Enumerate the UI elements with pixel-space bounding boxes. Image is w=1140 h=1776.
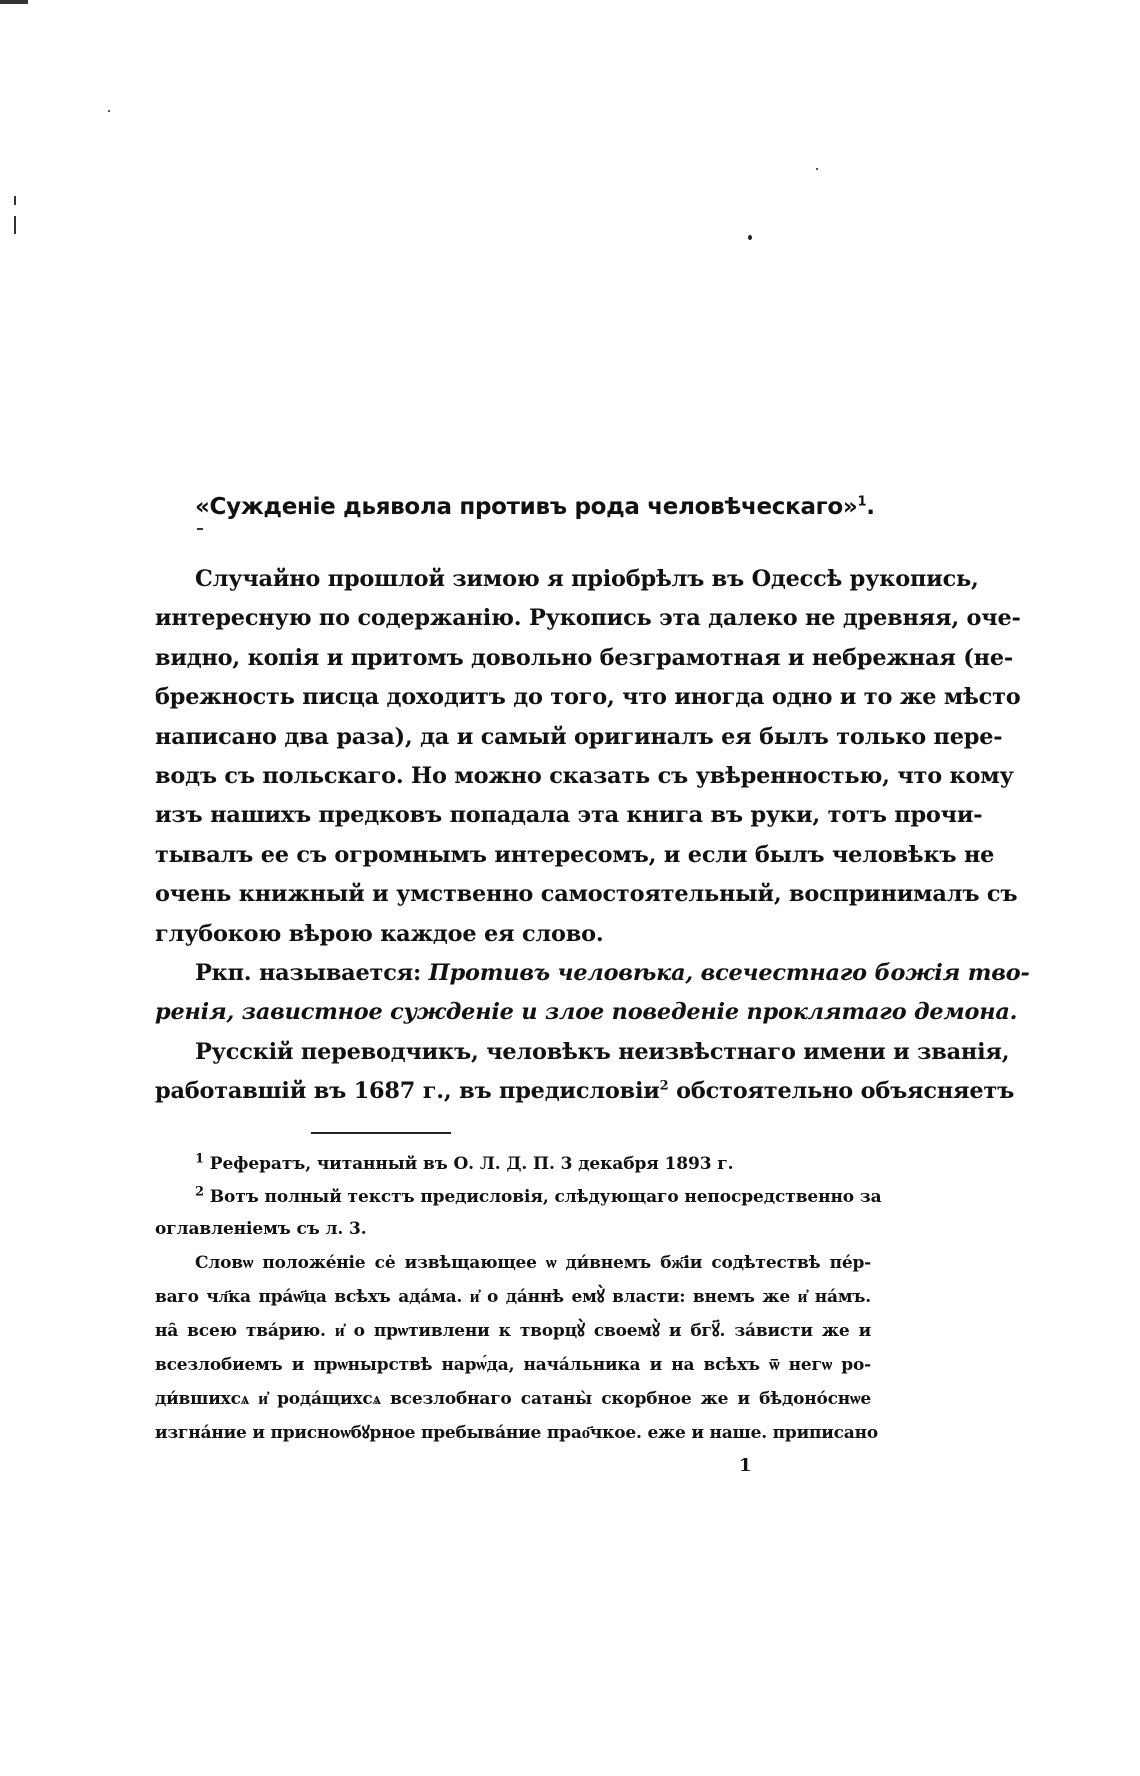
text-line: видно, копія и притомъ довольно безграмотная и небрежная (не- [155,644,1013,671]
text-line [155,993,1018,1032]
slavonic-quote [155,1246,879,1450]
slavonic-line: ваго чл҃ка пра́ѡ҃ца всѣхъ ада́ма. и҆ о да́ннѣ емꙋ̀ власти: внемъ же и҆ на́мъ. [155,1287,871,1307]
footnotes [155,1148,882,1246]
text-line: написано два раза), да и самый оригиналъ ея былъ только пере- [155,723,1003,750]
slavonic-line: изгна́ние и присноѡбꙋрное пребыва́ние прао҃чкое. еже и наше. приписано [155,1423,879,1443]
page-number: 1 [739,1455,752,1476]
body-paragraph-2 [155,954,1030,1033]
text-line: глубокою вѣрою каждое ея слово. [155,920,604,947]
text-line: брежность писца доходитъ до того, что иногда одно и то же мѣсто [155,684,1021,711]
footnote-1 [155,1148,871,1181]
text-line: водъ съ польскаго. Но можно сказать съ увѣренностью, что кому [155,763,1014,790]
scan-speck [108,110,110,112]
footnote-text: Вотъ полный текстъ предисловія, слѣдующаго непосредственно за [209,1186,882,1207]
text-plain: обстоятельно объясняетъ [668,1078,1015,1105]
footnote-2 [155,1181,882,1214]
text-line: Русскій переводчикъ, человѣкъ неизвѣстнаго имени и званія, [195,1039,1010,1065]
scan-speck [816,168,818,170]
text-plain: работавшій въ 1687 г., въ предисловіи [155,1078,660,1105]
article-title: «Сужденіе дьявола противъ рода человѣческаго»$^1$. [195,494,875,520]
slavonic-line: Словѡ положе́ніе се̇ извѣщающее ѡ ди́внемъ бж҃іи содѣтествѣ пе́р- [195,1253,871,1273]
text-line: изъ нашихъ предковъ попадала эта книга въ руки, тотъ прочи- [155,802,983,829]
footnote-ref-2: 2 [659,1078,669,1094]
text-italic: ренія, завистное сужденіе и злое поведеніе проклятаго демона. [155,999,1018,1026]
slavonic-line: ди́вшихсѧ и҆ рода́щихсѧ всезлобнаго сатаны̀ скорбное же и бѣдоно́снѡе [155,1389,871,1409]
footnote-mark: 1 [195,1151,204,1167]
text-line [155,1072,1015,1111]
text-line: очень книжный и умственно самостоятельный, воспринималъ съ [155,881,1018,908]
body-paragraph-3 [155,1033,1015,1112]
text-italic: Противъ человѣка, всечестнаго божія тво- [428,960,1030,986]
text-line [155,954,1030,993]
footnote-ref-1: 1 [857,494,867,510]
footnote-text: Рефератъ, читанный въ О. Л. Д. П. 3 декабря 1893 г. [209,1154,734,1174]
footnote-text-line: оглавленіемъ съ л. 3. [155,1219,367,1239]
scan-edge-mark [0,0,28,4]
text-line: Случайно прошлой зимою я пріобрѣлъ въ Одессѣ рукопись, [195,566,979,592]
slavonic-line: всезлобиемъ и прѡнырствѣ нарѡ́да, нача́льника и на всѣхъ ѿ негѡ ро- [155,1355,871,1375]
article-title-text: «Сужденіе дьявола противъ рода человѣческаго» [195,494,858,520]
text-plain: Ркп. называется: [195,960,429,986]
slavonic-line: на̑ всею тва́рию. и҆ о прѡтивлени к творцꙋ̀ своемꙋ̀ и бгꙋ҃. за́висти же и [155,1321,871,1341]
body-paragraph-1 [155,560,1021,954]
footnote-mark: 2 [195,1183,204,1199]
margin-mark [14,196,16,205]
margin-mark [14,216,16,234]
text-line: тывалъ ее съ огромнымъ интересомъ, и если былъ человѣкъ не [155,841,995,868]
footnote-rule [311,1132,451,1134]
text-line: интересную по содержанію. Рукопись эта далеко не древняя, оче- [155,605,1021,632]
scan-speck [748,235,752,240]
title-dash [197,528,203,530]
